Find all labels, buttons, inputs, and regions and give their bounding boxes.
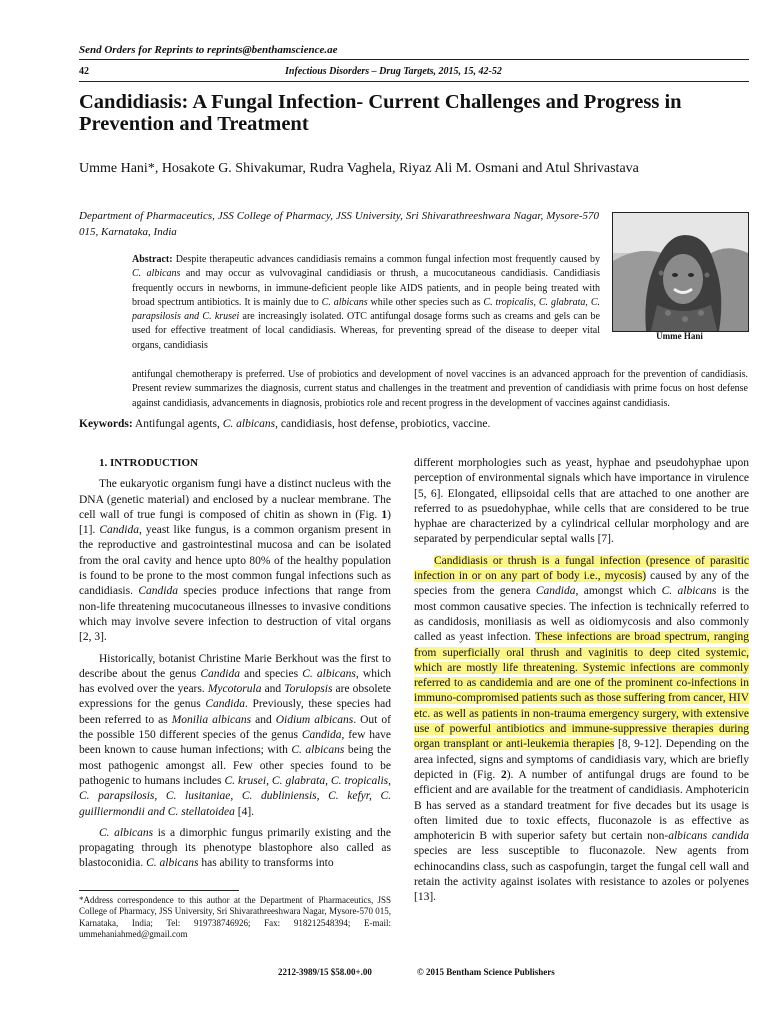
abstract-text-run: and may occur as vulvovaginal candidiasis or thrush, a mucocutaneous candidiasis. Candidiasis frequently occurs in newborns, in immune-deficient people like AIDS patients, and in people being treated with broad spectrum antibiotics. It is mainly due to — [132, 268, 600, 308]
text-run: amongst which — [578, 585, 662, 598]
figure-ref[interactable]: 2 — [500, 768, 507, 781]
footnote-rule — [79, 890, 239, 891]
text-run: and species — [239, 667, 303, 680]
affiliation: Department of Pharmaceutics, JSS College of Pharmacy, JSS University, Sri Shivarathreeshwara Nagar, Mysore-570 015, Karnataka, India — [79, 210, 599, 238]
text-run: and — [251, 713, 276, 726]
text-run: [8, 9-12]. Depending on the area infected, signs and symptoms of candidiasis vary, which are briefly depicted in (Fig. — [414, 738, 750, 781]
text-run: , few have been known to cause human infections; with — [79, 729, 391, 757]
body-paragraph — [79, 652, 391, 820]
article-title: Candidiasis: A Fungal Infection- Current Challenges and Progress in Prevention and Treatment — [79, 91, 682, 135]
abstract-text-run: Despite therapeutic advances candidiasis remains a common fungal infection most frequently caused by — [172, 254, 600, 265]
text-run: . Out of the possible 150 different species of the genus — [79, 713, 391, 742]
species-name: albicans candida — [668, 830, 749, 843]
keywords-text-run: Antifungal agents, — [132, 418, 223, 430]
abstract-species: C. tropicalis, C. glabrata, C. parapsilosis and C. krusei — [132, 296, 600, 323]
genus-name: Mycotorula — [207, 683, 262, 696]
genus-name: Candida — [301, 729, 342, 742]
species-list: C. krusei, C. glabrata, C. tropicalis, C. parapsilosis, C. lusitaniae, C. dubliniensis, C. kefyr, C. guilliermondii and C. stellatoidea — [79, 774, 391, 818]
species-name: C. albicans — [661, 585, 717, 598]
text-run: are obsolete expressions for the genus — [79, 683, 391, 711]
species-name: C. albicans — [302, 667, 356, 680]
body-paragraph — [79, 477, 391, 645]
species-name: Oidium albicans — [275, 713, 354, 726]
genus-name: Candida — [99, 524, 139, 537]
reprints-notice: Send Orders for Reprints to reprints@benthamscience.ae — [79, 44, 338, 56]
author-photo — [612, 212, 749, 332]
footer-issn: 2212-3989/15 $58.00+.00 — [278, 967, 372, 977]
highlighted-text[interactable]: These infections are broad spectrum, ranging from superficially oral thrush and vaginitis to deep cited systemic, which are mostly life threatening. Systemic infections are commonly referred to as candidemia and are one of the prominent co-infections in immuno-compromised patients such as those suffering from cancer, HIV etc. as well as patients in non-trauma emergency surgery, with extensive use of powerful antibiotics and immune-suppressive therapies during organ transplant or anti-leukemia therapies — [414, 631, 750, 751]
species-name: C. albicans — [146, 857, 199, 870]
text-run: ) [1]. — [79, 508, 391, 537]
text-run: Historically, botanist Christine Marie Berkhout was the first to describe about the genus — [79, 652, 391, 680]
page-number: 42 — [79, 66, 89, 77]
author-portrait-image — [613, 213, 748, 331]
correspondence-footnote: *Address correspondence to this author at the Department of Pharmaceutics, JSS College of Pharmacy, JSS University, Sri Shivarathreeshwara Nagar, Mysore-570 015, Karnataka, India; Tel: 919738746926; Fax: 918212548394; E-mail: ummehaniahmed@gmail.com — [79, 895, 391, 939]
text-run: . Previously, these species had been referred to as — [79, 698, 391, 726]
footer-copyright: © 2015 Bentham Science Publishers — [417, 967, 555, 977]
keywords — [79, 418, 749, 430]
right-column — [414, 456, 749, 912]
author-list: Umme Hani*, Hosakote G. Shivakumar, Rudra Vaghela, Riyaz Ali M. Osmani and Atul Shrivastava — [79, 161, 639, 176]
section-heading: 1. INTRODUCTION — [99, 457, 199, 469]
journal-citation: Infectious Disorders – Drug Targets, 2015, 15, 42-52 — [285, 66, 502, 77]
text-run: species are less susceptible to fluconazole. New agents from echinocandins class, such as caspofungin, target the fungal cell wall and retain the activity against isolates with resistance to azoles or polyenes [13]. — [414, 845, 749, 904]
keywords-label: Keywords: — [79, 418, 133, 430]
genus-name: Candida — [200, 667, 240, 680]
genus-name: Candida — [205, 698, 245, 711]
species-name: Monilia albicans — [171, 713, 252, 726]
abstract-text-run: while other species such as — [367, 296, 484, 308]
photo-caption: Umme Hani — [656, 331, 703, 341]
body-paragraph — [414, 554, 749, 906]
keywords-text-run: , candidiasis, host defense, probiotics, vaccine. — [275, 418, 491, 430]
text-run: is a dimorphic fungus primarily existing and the propagating through its phenotype blastophore also called as blastoconidia. — [79, 826, 392, 870]
keyword-species: C. albicans — [222, 418, 276, 430]
body-paragraph: different morphologies such as yeast, hyphae and pseudohyphae upon perception of environmental signals which have importance in virulence [5, 6]. Elongated, ellipsoidal cells that are attached to one another are referred to as psuedohyphae, while cells that are considered to be true hyphae are characterized by a cylindrical cellular morphology and are separated by perpendicular septal walls [7]. — [414, 457, 749, 546]
text-run: , which has evolved over the years. — [79, 667, 391, 696]
text-run: The eukaryotic organism fungi have a distinct nucleus with the DNA (genetic material) and enclosed by a nuclear membrane. The cell wall of true fungi is composed of chitin as shown in (Fig. — [79, 478, 391, 521]
abstract-continuation: antifungal chemotherapy is preferred. Use of probiotics and development of novel vaccines is an advanced approach for the prevention of candidiasis. Present review summarizes the diagnosis, current status and challenges in the treatment and prevention of candidiasis with prime focus on host defense against candidiasis, advancements in diagnosis, probiotics role and recent progress in the development of vaccines against candidiasis. — [132, 369, 748, 409]
genus-name: Torulopsis — [284, 683, 333, 696]
abstract-label: Abstract: — [132, 254, 173, 265]
header-rule-top — [79, 59, 749, 60]
abstract-text-run: are increasingly isolated. OTC antifungal dosage forms such as creams and gels can be used for effective treatment of local candidiasis. Whereas, for preventing spread of the disease to deeper vital organs, candidiasis — [132, 311, 600, 351]
genus-name: Candida, — [535, 585, 579, 598]
header-rule-bottom — [79, 81, 749, 82]
abstract-species: C. albicans — [321, 296, 368, 308]
abstract-species: C. albicans — [132, 268, 181, 280]
genus-name: Candida — [138, 585, 178, 598]
text-run: ). A number of antifungal drugs are found to be efficient and are available for the treatment of candidiasis. Amphotericin B has served as a standard treatment for five decades but its usage is often limited due to toxic effects, fluconazole is as effective as amphotericin B with superior safety but certain non- — [414, 768, 749, 843]
species-name: C. albicans — [99, 826, 154, 839]
abstract-text — [132, 253, 600, 353]
text-run: species produce infections that range from non-life threatening mucocutaneous illnesses to invasive conditions which may involve severe infection to destruction of vital organs [2, 3]. — [79, 585, 391, 644]
text-run: has ability to transforms into — [198, 857, 334, 870]
highlighted-text[interactable]: Candidiasis or thrush is a fungal infection (presence of parasitic infection in or on any part of body i.e., mycosis) — [414, 554, 749, 583]
left-column — [79, 456, 391, 878]
text-run: is the most common causative species. The infection is technically referred to as candidosis, moniliasis as well as oidiomycosis and also commonly called as yeast infection. — [414, 585, 749, 644]
text-run: [4]. — [234, 805, 255, 818]
species-name: C. albicans — [291, 744, 345, 757]
text-run: and — [261, 683, 285, 696]
text-run: caused by any of the species from the genera — [414, 570, 749, 598]
body-paragraph — [79, 826, 391, 872]
figure-ref[interactable]: 1 — [381, 508, 388, 521]
text-run: , yeast like fungus, is a common organism present in the reproductive and gastrointestinal mucosa and can be isolated from the oral cavity and hence upto 80% of the healthy population is found to be prone to the most common fungal infections such as candidiasis. — [79, 524, 391, 598]
text-run: being the most pathogenic amongst all. Few other species found to be pathogenic to humans includes — [79, 744, 391, 787]
